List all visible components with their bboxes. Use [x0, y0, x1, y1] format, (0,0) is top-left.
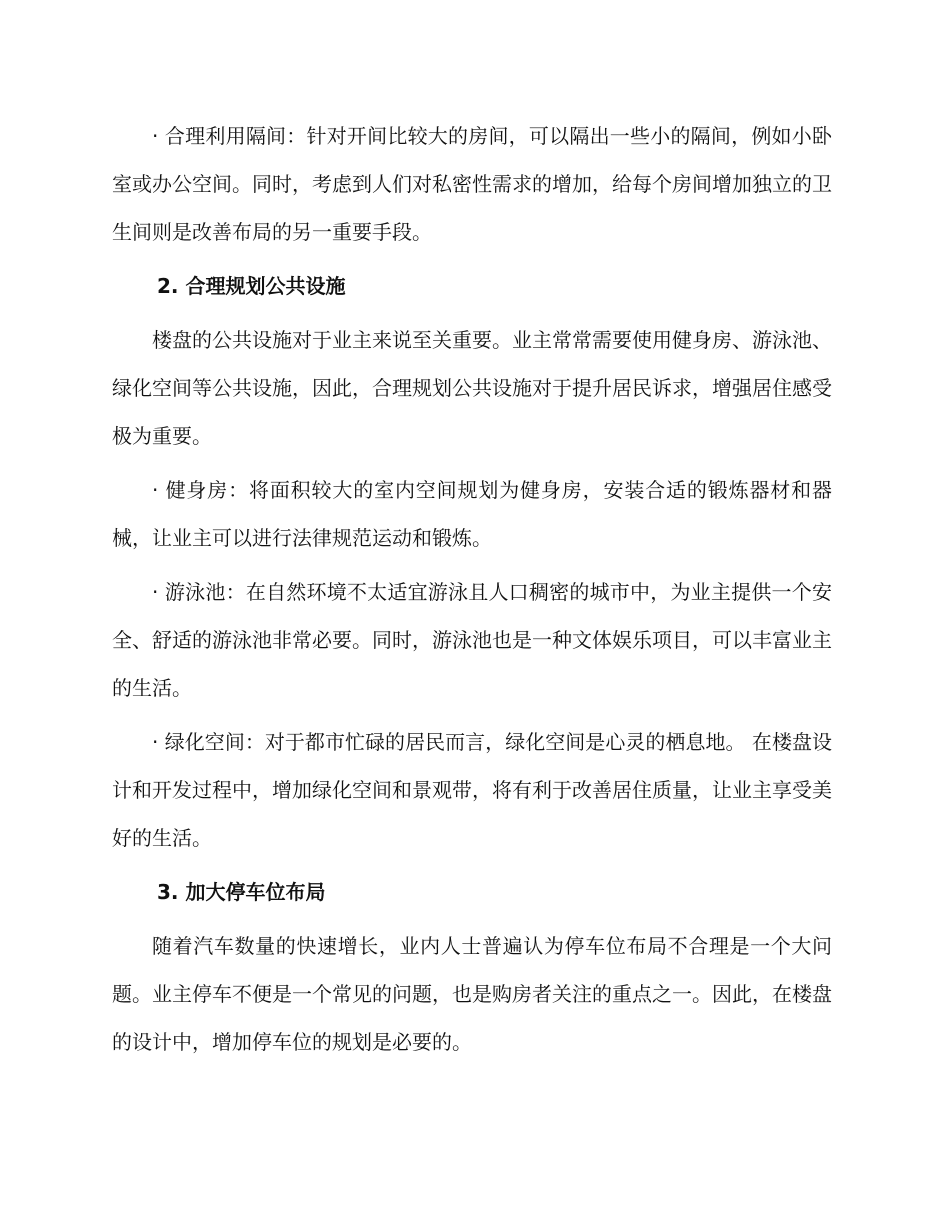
section-heading-parking: 3. 加大停车位布局: [157, 880, 326, 904]
paragraph-pool: · 游泳池：在自然环境不太适宜游泳且人口稠密的城市中，为业主提供一个安全、舒适的游泳池非常必要。同时，游泳池也是一种文体娱乐项目，可以丰富业主的生活。: [112, 580, 832, 700]
paragraph-green-space: · 绿化空间：对于都市忙碌的居民而言，绿化空间是心灵的栖息地。 在楼盘设计和开发过程中，增加绿化空间和景观带，将有利于改善居住质量，让业主享受美好的生活。: [112, 730, 832, 850]
paragraph-parking: 随着汽车数量的快速增长，业内人士普遍认为停车位布局不合理是一个大问题。业主停车不便是一个常见的问题，也是购房者关注的重点之一。因此，在楼盘的设计中，增加停车位的规划是必要的。: [112, 934, 832, 1054]
paragraph-public-facilities-intro: 楼盘的公共设施对于业主来说至关重要。业主常常需要使用健身房、游泳池、绿化空间等公共设施，因此，合理规划公共设施对于提升居民诉求，增强居住感受极为重要。: [112, 328, 832, 448]
section-heading-public-facilities: 2. 合理规划公共设施: [157, 274, 346, 298]
paragraph-gym: · 健身房：将面积较大的室内空间规划为健身房，安装合适的锻炼器材和器械，让业主可以进行法律规范运动和锻炼。: [112, 478, 832, 550]
document-page: [112, 112, 832, 1072]
paragraph-partition: · 合理利用隔间：针对开间比较大的房间，可以隔出一些小的隔间，例如小卧室或办公空间。同时，考虑到人们对私密性需求的增加，给每个房间增加独立的卫生间则是改善布局的另一重要手段。: [112, 124, 832, 244]
